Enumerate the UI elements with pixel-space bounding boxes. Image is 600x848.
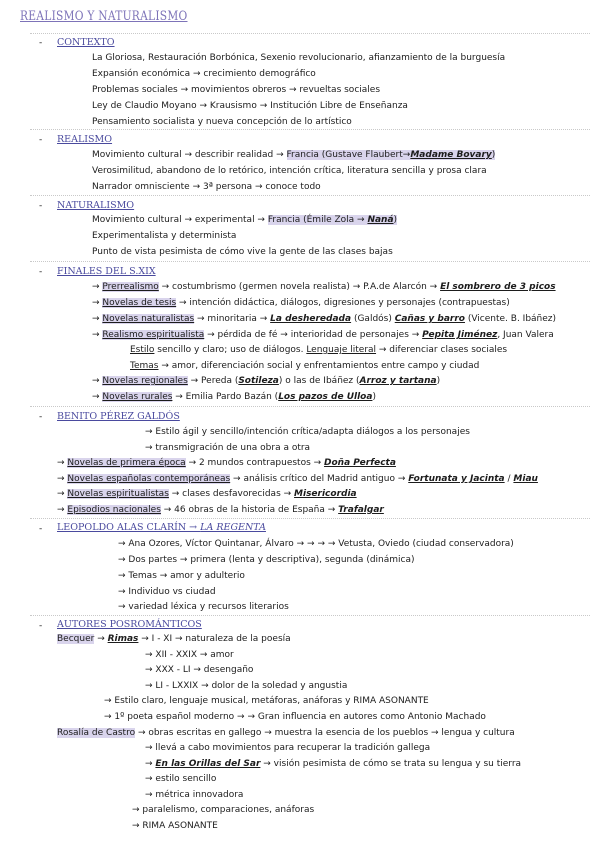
becquer-line-1: Becquer → Rimas → I - XI → naturaleza de la poesía bbox=[57, 634, 291, 644]
galdos-line-primera-epoca: → Novelas de primera época → 2 mundos contrapuestos → Doña Perfecta bbox=[57, 458, 396, 468]
divider bbox=[30, 406, 590, 407]
bullet: - bbox=[39, 621, 43, 631]
contexto-line-4: Ley de Claudio Moyano → Krausismo → Institución Libre de Enseñanza bbox=[92, 101, 408, 111]
section-heading-galdos: BENITO PÉREZ GALDÓS bbox=[57, 411, 180, 422]
becquer-line-5: → Estilo claro, lenguaje musical, metáforas, anáforas y RIMA ASONANTE bbox=[104, 696, 429, 706]
rosalia-line-2: → llevá a cabo movimientos para recuperar la tradición gallega bbox=[145, 743, 431, 753]
bullet: - bbox=[39, 524, 43, 534]
rosalia-line-6: → paralelismo, comparaciones, anáforas bbox=[132, 805, 315, 815]
realismo-line-3: Narrador omnisciente → 3ª persona → conoce todo bbox=[92, 182, 321, 192]
page-title: REALISMO Y NATURALISMO bbox=[20, 9, 188, 24]
contexto-line-3: Problemas sociales → movimientos obreros → revueltas sociales bbox=[92, 85, 381, 95]
naturalismo-line-3: Punto de vista pesimista de cómo vive la gente de las clases bajas bbox=[92, 247, 393, 257]
contexto-line-2: Expansión económica → crecimiento demográfico bbox=[92, 69, 316, 79]
divider bbox=[30, 518, 590, 519]
clarin-line-1: → Ana Ozores, Víctor Quintanar, Álvaro → → → → Vetusta, Oviedo (ciudad conservadora) bbox=[118, 539, 514, 549]
section-heading-posromanticos: AUTORES POSROMÁNTICOS bbox=[57, 619, 202, 630]
contexto-line-5: Pensamiento socialista y nueva concepción de lo artístico bbox=[92, 117, 352, 127]
clarin-line-4: → Individuo vs ciudad bbox=[118, 587, 216, 597]
rosalia-line-1: Rosalía de Castro → obras escritas en gallego → muestra la esencia de los pueblos → lengua y cultura bbox=[57, 728, 515, 738]
bullet: - bbox=[39, 412, 43, 422]
section-heading-realismo: REALISMO bbox=[57, 134, 113, 145]
galdos-line-estilo: → Estilo ágil y sencillo/intención crítica/adapta diálogos a los personajes bbox=[145, 427, 470, 437]
clarin-line-2: → Dos partes → primera (lenta y descriptiva), segunda (dinámica) bbox=[118, 555, 415, 565]
becquer-line-2: → XII - XXIX → amor bbox=[145, 650, 234, 660]
divider bbox=[30, 33, 590, 34]
section-heading-finales: FINALES DEL S.XIX bbox=[57, 266, 156, 277]
rosalia-line-7: → RIMA ASONANTE bbox=[132, 821, 218, 831]
contexto-line-1: La Gloriosa, Restauración Borbónica, Sexenio revolucionario, afianzamiento de la burguesía bbox=[92, 53, 506, 63]
rosalia-line-4: → estilo sencillo bbox=[145, 774, 217, 784]
naturalismo-line-2: Experimentalista y determinista bbox=[92, 231, 237, 241]
finales-line-prerrealismo: → Prerrealismo → costumbrismo (germen novela realista) → P.A.de Alarcón → El sombrero de 3 picos bbox=[92, 282, 556, 292]
rosalia-line-3: → En las Orillas del Sar → visión pesimista de cómo se trata su lengua y su tierra bbox=[145, 759, 522, 769]
bullet: - bbox=[39, 267, 43, 277]
divider bbox=[30, 615, 590, 616]
naturalismo-line-1: Movimiento cultural → experimental → Francia (Émile Zola → Naná) bbox=[92, 215, 398, 225]
section-heading-naturalismo: NATURALISMO bbox=[57, 200, 135, 211]
galdos-line-espiritualistas: → Novelas espiritualistas → clases desfavorecidas → Misericordia bbox=[57, 489, 357, 499]
realismo-line-1: Movimiento cultural → describir realidad → Francia (Gustave Flaubert→Madame Bovary) bbox=[92, 150, 496, 160]
divider bbox=[30, 129, 590, 130]
finales-line-tesis: → Novelas de tesis → intención didáctica, diálogos, digresiones y personajes (contrapuestas) bbox=[92, 298, 510, 308]
finales-line-rurales: → Novelas rurales → Emilia Pardo Bazán (Los pazos de Ulloa) bbox=[92, 392, 376, 402]
clarin-line-3: → Temas → amor y adulterio bbox=[118, 571, 245, 581]
rosalia-line-5: → métrica innovadora bbox=[145, 790, 244, 800]
bullet: - bbox=[39, 38, 43, 48]
becquer-line-6: → 1º poeta español moderno → → Gran influencia en autores como Antonio Machado bbox=[104, 712, 486, 722]
finales-line-estilo: Estilo sencillo y claro; uso de diálogos. Lenguaje literal → diferenciar clases sociales bbox=[130, 345, 508, 355]
galdos-line-transmigracion: → transmigración de una obra a otra bbox=[145, 443, 311, 453]
finales-line-espiritualista: → Realismo espiritualista → pérdida de fé → interioridad de personajes → Pepita Jiménez, Juan Valera bbox=[92, 330, 554, 340]
becquer-line-3: → XXX - LI → desengaño bbox=[145, 665, 254, 675]
finales-line-naturalistas: → Novelas naturalistas → minoritaria → La desheredada (Galdós) Cañas y barro (Vicente. B. Ibáñez) bbox=[92, 314, 557, 324]
divider bbox=[30, 261, 590, 262]
galdos-line-episodios: → Episodios nacionales → 46 obras de la historia de España → Trafalgar bbox=[57, 505, 384, 515]
bullet: - bbox=[39, 135, 43, 145]
galdos-line-contemporaneas: → Novelas españolas contemporáneas → análisis crítico del Madrid antiguo → Fortunata y Jacinta / Miau bbox=[57, 474, 538, 484]
becquer-line-4: → LI - LXXIX → dolor de la soledad y angustia bbox=[145, 681, 348, 691]
clarin-line-5: → variedad léxica y recursos literarios bbox=[118, 602, 289, 612]
divider bbox=[30, 195, 590, 196]
finales-line-temas: Temas → amor, diferenciación social y enfrentamientos entre campo y ciudad bbox=[130, 361, 480, 371]
finales-line-regionales: → Novelas regionales → Pereda (Sotileza) o las de Ibáñez (Arroz y tartana) bbox=[92, 376, 441, 386]
realismo-line-2: Verosimilitud, abandono de lo retórico, intención crítica, literatura sencilla y prosa clara bbox=[92, 166, 487, 176]
section-heading-clarin: LEOPOLDO ALAS CLARÍN → LA REGENTA bbox=[57, 522, 266, 533]
bullet: - bbox=[39, 201, 43, 211]
section-heading-contexto: CONTEXTO bbox=[57, 37, 115, 48]
